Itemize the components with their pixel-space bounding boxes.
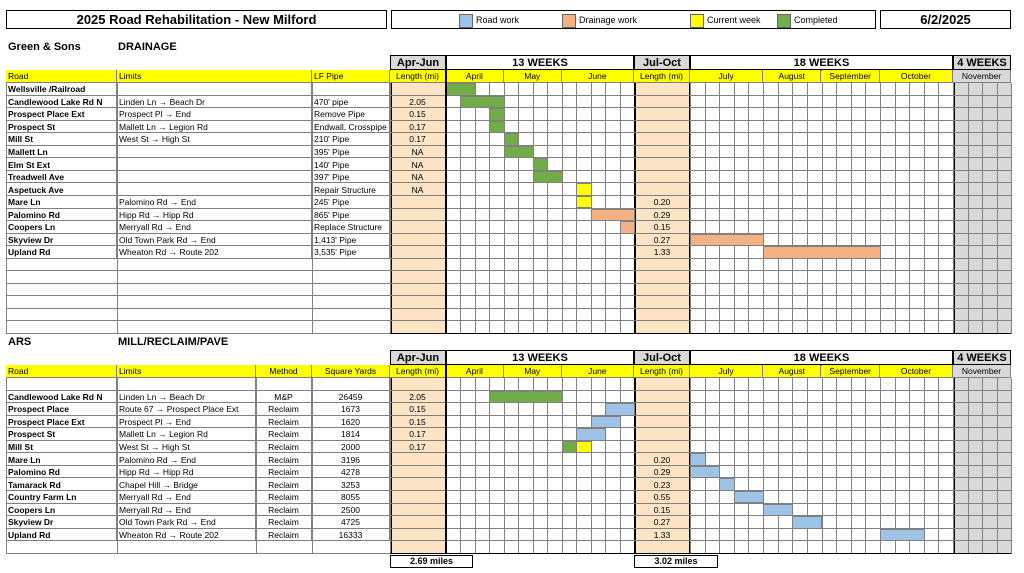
column-header-limits: Limits bbox=[117, 70, 312, 83]
cell-length-apr-jun bbox=[390, 453, 445, 466]
gantt-bar-done bbox=[504, 146, 534, 159]
legend-swatch-road bbox=[459, 14, 473, 28]
legend-label-road: Road work bbox=[476, 15, 520, 25]
cell-road: Palomino Rd bbox=[6, 209, 117, 222]
gantt-bar-current bbox=[576, 196, 591, 209]
gantt-bar-current bbox=[576, 441, 591, 454]
group-header-apr-jun: Apr-Jun bbox=[390, 55, 446, 70]
cell-limits: Prospect Pl → End bbox=[117, 108, 312, 121]
page-title-text: 2025 Road Rehabilitation - New Milford bbox=[76, 12, 317, 27]
cell-road: Tamarack Rd bbox=[6, 478, 117, 491]
col-rule bbox=[6, 83, 7, 334]
gantt-bar-done bbox=[533, 171, 563, 184]
cell-limits bbox=[117, 378, 256, 391]
column-header-square-yards: Square Yards bbox=[312, 365, 390, 378]
column-header-length-apr-jun: Length (mi) bbox=[390, 365, 446, 378]
week-grid-line bbox=[909, 83, 910, 334]
cell-length-apr-jun bbox=[390, 491, 445, 504]
cell-length-apr-jun: NA bbox=[411, 147, 424, 158]
gantt-bar-done bbox=[504, 133, 519, 146]
cell-length-apr-jun bbox=[390, 234, 445, 247]
group-header-13-weeks: 13 WEEKS bbox=[446, 55, 634, 70]
col-rule bbox=[117, 83, 118, 334]
cell-method: Reclaim bbox=[256, 478, 312, 491]
group-header-18-weeks: 18 WEEKS bbox=[690, 55, 953, 70]
cell-square-yards: 4725 bbox=[312, 516, 390, 529]
cell-method: Reclaim bbox=[256, 428, 312, 441]
cell-road: Wellsville /Railroad bbox=[6, 83, 117, 96]
gantt-bottom-border bbox=[390, 553, 1011, 554]
cell-length-apr-jun: NA bbox=[411, 172, 424, 183]
cell-length-jul-oct bbox=[634, 108, 690, 121]
week-grid-line bbox=[968, 83, 969, 334]
cell-length-apr-jun: 0.15 bbox=[409, 404, 426, 415]
week-grid-line bbox=[895, 83, 896, 334]
month-header-april: April bbox=[446, 70, 504, 83]
cell-lf-pipe: Repair Structure bbox=[312, 183, 390, 196]
section-name: MILL/RECLAIM/PAVE bbox=[118, 336, 229, 348]
column-header-road: Road bbox=[6, 365, 117, 378]
column-header-road: Road bbox=[6, 70, 117, 83]
cell-length-jul-oct bbox=[634, 391, 690, 404]
gantt-bar-road bbox=[605, 403, 635, 416]
cell-length-jul-oct: 1.33 bbox=[653, 247, 671, 258]
month-header-may: May bbox=[504, 70, 562, 83]
col-rule bbox=[312, 83, 313, 334]
cell-limits: Route 67 → Prospect Place Ext bbox=[117, 403, 256, 416]
cell-length-jul-oct: 1.33 bbox=[653, 529, 671, 540]
week-grid-line bbox=[734, 83, 735, 334]
week-grid-line bbox=[690, 83, 691, 334]
cell-length-jul-oct bbox=[634, 171, 690, 184]
cell-road: Prospect St bbox=[6, 428, 117, 441]
cell-length-apr-jun: 0.15 bbox=[409, 109, 426, 120]
legend-swatch-current bbox=[690, 14, 704, 28]
col-rule bbox=[256, 378, 257, 554]
week-grid-line bbox=[807, 83, 808, 334]
gantt-left-border bbox=[445, 55, 447, 334]
cell-lf-pipe: Endwall, Crosspipe bbox=[312, 121, 390, 134]
cell-square-yards: 2500 bbox=[312, 504, 390, 517]
cell-square-yards: 3253 bbox=[312, 478, 390, 491]
week-grid-line bbox=[763, 83, 764, 334]
cell-length-jul-oct: 0.15 bbox=[653, 222, 671, 233]
cell-length-jul-oct bbox=[634, 133, 690, 146]
cell-method: Reclaim bbox=[256, 504, 312, 517]
week-grid-line bbox=[460, 83, 461, 334]
cell-square-yards: 3196 bbox=[312, 453, 390, 466]
week-grid-line bbox=[851, 83, 852, 334]
cell-length-jul-oct: 0.23 bbox=[653, 479, 671, 490]
cell-road: Country Farm Ln bbox=[6, 491, 117, 504]
cell-length-apr-jun bbox=[390, 478, 445, 491]
col-rule bbox=[390, 378, 391, 554]
cell-lf-pipe: 245' Pipe bbox=[312, 196, 390, 209]
group-header-18-weeks: 18 WEEKS bbox=[690, 350, 953, 365]
gantt-bar-done bbox=[562, 441, 577, 454]
cell-limits: Hipp Rd → Hipp Rd bbox=[117, 209, 312, 222]
cell-limits: West St → High St bbox=[117, 133, 312, 146]
cell-length-jul-oct bbox=[634, 146, 690, 159]
cell-road: Coopers Ln bbox=[6, 221, 117, 234]
cell-length-apr-jun: 2.05 bbox=[409, 96, 426, 107]
cell-square-yards bbox=[312, 378, 390, 391]
cell-road: Mill St bbox=[6, 441, 117, 454]
col-rule bbox=[390, 83, 391, 334]
cell-limits: Chapel Hill → Bridge bbox=[117, 478, 256, 491]
cell-length-apr-jun: 0.17 bbox=[409, 134, 426, 145]
gantt-bar-road bbox=[591, 416, 621, 429]
page-title bbox=[6, 10, 387, 29]
row-rule bbox=[6, 283, 1011, 284]
cell-length-apr-jun bbox=[390, 529, 445, 542]
cell-road: Prospect St bbox=[6, 121, 117, 134]
month-header-may: May bbox=[504, 365, 562, 378]
cell-length-jul-oct bbox=[634, 121, 690, 134]
column-header-length-jul-oct: Length (mi) bbox=[634, 70, 690, 83]
cell-length-jul-oct bbox=[634, 96, 690, 109]
cell-road: Mare Ln bbox=[6, 196, 117, 209]
cell-length-apr-jun bbox=[390, 516, 445, 529]
week-grid-line bbox=[880, 83, 881, 334]
month-header-august: August bbox=[763, 365, 821, 378]
cell-road: Mill St bbox=[6, 133, 117, 146]
section-name: DRAINAGE bbox=[118, 41, 177, 53]
column-header-limits: Limits bbox=[117, 365, 256, 378]
week-grid-line bbox=[562, 83, 563, 334]
cell-limits: Linden Ln → Beach Dr bbox=[117, 391, 256, 404]
cell-length-jul-oct: 0.29 bbox=[653, 467, 671, 478]
cell-lf-pipe: 3,535' Pipe bbox=[312, 246, 390, 259]
cell-road: Coopers Ln bbox=[6, 504, 117, 517]
cell-length-apr-jun: 0.15 bbox=[409, 416, 426, 427]
gantt-bar-drain bbox=[591, 209, 635, 222]
cell-limits: Merryall Rd → End bbox=[117, 504, 256, 517]
legend bbox=[391, 10, 876, 29]
report-date bbox=[880, 10, 1011, 29]
cell-limits: Old Town Park Rd → End bbox=[117, 234, 312, 247]
cell-length-apr-jun bbox=[390, 196, 445, 209]
cell-limits: Merryall Rd → End bbox=[117, 221, 312, 234]
cell-length-apr-jun: NA bbox=[411, 184, 424, 195]
gantt-bar-done bbox=[489, 121, 504, 134]
cell-length-jul-oct bbox=[634, 416, 690, 429]
cell-lf-pipe: Replace Structure bbox=[312, 221, 390, 234]
week-grid-line bbox=[938, 83, 939, 334]
month-header-october: October bbox=[880, 70, 953, 83]
cell-limits: Prospect Pl → End bbox=[117, 416, 256, 429]
cell-square-yards: 1814 bbox=[312, 428, 390, 441]
gantt-bar-road bbox=[690, 466, 720, 479]
legend-label-drainage: Drainage work bbox=[579, 15, 638, 25]
cell-square-yards: 1620 bbox=[312, 416, 390, 429]
cell-limits bbox=[117, 83, 312, 96]
column-header-length-apr-jun: Length (mi) bbox=[390, 70, 446, 83]
week-grid-line bbox=[982, 83, 983, 334]
month-header-september: September bbox=[822, 70, 880, 83]
month-header-september: September bbox=[822, 365, 880, 378]
cell-square-yards: 1673 bbox=[312, 403, 390, 416]
week-grid-line bbox=[475, 83, 476, 334]
cell-lf-pipe: 865' Pipe bbox=[312, 209, 390, 222]
cell-limits: Merryall Rd → End bbox=[117, 491, 256, 504]
cell-length-jul-oct: 0.20 bbox=[653, 454, 671, 465]
row-rule bbox=[6, 320, 1011, 321]
cell-limits: Mallett Ln → Legion Rd bbox=[117, 428, 256, 441]
month-header-april: April bbox=[446, 365, 504, 378]
col-rule bbox=[312, 378, 313, 554]
cell-length-apr-jun: 0.17 bbox=[409, 429, 426, 440]
cell-limits: Wheaton Rd → Route 202 bbox=[117, 246, 312, 259]
gantt-bar-current bbox=[576, 183, 591, 196]
group-header-13-weeks: 13 WEEKS bbox=[446, 350, 634, 365]
week-grid-line bbox=[792, 83, 793, 334]
cell-length-jul-oct: 0.55 bbox=[653, 492, 671, 503]
cell-length-jul-oct bbox=[634, 378, 690, 391]
gantt-bar-done bbox=[489, 391, 562, 404]
cell-road: Prospect Place Ext bbox=[6, 416, 117, 429]
report-date-text: 6/2/2025 bbox=[920, 12, 971, 27]
month-header-november: November bbox=[953, 365, 1011, 378]
row-rule bbox=[6, 308, 1011, 309]
week-grid-line bbox=[865, 83, 866, 334]
cell-limits: Palomino Rd → End bbox=[117, 453, 256, 466]
cell-length-apr-jun bbox=[390, 221, 445, 234]
cell-method: M&P bbox=[256, 391, 312, 404]
cell-lf-pipe: 397' Pipe bbox=[312, 171, 390, 184]
cell-length-apr-jun bbox=[390, 246, 445, 259]
cell-limits: Linden Ln → Beach Dr bbox=[117, 96, 312, 109]
week-grid-line bbox=[719, 83, 720, 334]
cell-limits: Palomino Rd → End bbox=[117, 196, 312, 209]
cell-length-apr-jun: 2.05 bbox=[409, 391, 426, 402]
cell-method: Reclaim bbox=[256, 491, 312, 504]
cell-method: Reclaim bbox=[256, 416, 312, 429]
cell-road: Prospect Place bbox=[6, 403, 117, 416]
cell-length-apr-jun: 0.17 bbox=[409, 121, 426, 132]
cell-road: Candlewood Lake Rd N bbox=[6, 96, 117, 109]
contractor-name: ARS bbox=[8, 336, 32, 348]
gantt-bar-road bbox=[763, 504, 793, 517]
cell-length-apr-jun bbox=[390, 504, 445, 517]
week-grid-line bbox=[533, 83, 534, 334]
week-grid-line bbox=[822, 83, 823, 334]
cell-length-apr-jun bbox=[390, 378, 445, 391]
cell-lf-pipe: 140' Pipe bbox=[312, 158, 390, 171]
week-grid-line bbox=[953, 83, 954, 334]
row-rule bbox=[6, 295, 1011, 296]
cell-square-yards: 4278 bbox=[312, 466, 390, 479]
cell-road bbox=[6, 378, 117, 391]
gantt-bar-road bbox=[880, 529, 925, 542]
cell-limits bbox=[117, 158, 312, 171]
cell-road: Upland Rd bbox=[6, 246, 117, 259]
cell-square-yards: 8055 bbox=[312, 491, 390, 504]
grid-right-edge bbox=[1011, 83, 1012, 334]
week-grid-line bbox=[924, 83, 925, 334]
cell-method: Reclaim bbox=[256, 516, 312, 529]
legend-swatch-drainage bbox=[562, 14, 576, 28]
cell-square-yards: 16333 bbox=[312, 529, 390, 542]
week-grid-line bbox=[547, 83, 548, 334]
cell-road: Treadwell Ave bbox=[6, 171, 117, 184]
cell-length-jul-oct: 0.20 bbox=[653, 197, 671, 208]
cell-road: Elm St Ext bbox=[6, 158, 117, 171]
gantt-bar-done bbox=[446, 83, 476, 96]
gantt-bar-road bbox=[690, 453, 706, 466]
month-header-june: June bbox=[562, 365, 634, 378]
cell-road: Palomino Rd bbox=[6, 466, 117, 479]
group-header-4-weeks: 4 WEEKS bbox=[953, 350, 1011, 365]
cell-lf-pipe: 1,413' Pipe bbox=[312, 234, 390, 247]
cell-road: Mare Ln bbox=[6, 453, 117, 466]
total-apr-jun: 2.69 miles bbox=[390, 555, 473, 568]
cell-length-jul-oct bbox=[634, 183, 690, 196]
row-rule bbox=[6, 270, 1011, 271]
month-header-july: July bbox=[690, 365, 763, 378]
week-grid-line bbox=[705, 83, 706, 334]
cell-road: Mallett Ln bbox=[6, 146, 117, 159]
gantt-bar-road bbox=[719, 478, 735, 491]
month-header-june: June bbox=[562, 70, 634, 83]
cell-method: Reclaim bbox=[256, 529, 312, 542]
cell-road: Candlewood Lake Rd N bbox=[6, 391, 117, 404]
cell-method: Reclaim bbox=[256, 441, 312, 454]
cell-length-apr-jun bbox=[390, 466, 445, 479]
cell-limits: Wheaton Rd → Route 202 bbox=[117, 529, 256, 542]
cell-length-jul-oct: 0.27 bbox=[653, 234, 671, 245]
week-grid-line bbox=[778, 83, 779, 334]
group-header-4-weeks: 4 WEEKS bbox=[953, 55, 1011, 70]
column-header-lf-pipe: LF Pipe bbox=[312, 70, 390, 83]
cell-limits: Mallett Ln → Legion Rd bbox=[117, 121, 312, 134]
cell-length-jul-oct bbox=[634, 403, 690, 416]
cell-length-jul-oct: 0.27 bbox=[653, 517, 671, 528]
cell-lf-pipe: 210' Pipe bbox=[312, 133, 390, 146]
cell-road: Prospect Place Ext bbox=[6, 108, 117, 121]
cell-road: Skyview Dr bbox=[6, 516, 117, 529]
cell-limits bbox=[117, 171, 312, 184]
gantt-bar-drain bbox=[690, 234, 764, 247]
cell-length-apr-jun: NA bbox=[411, 159, 424, 170]
gantt-left-border bbox=[445, 350, 447, 554]
cell-length-jul-oct: 0.29 bbox=[653, 209, 671, 220]
cell-road: Skyview Dr bbox=[6, 234, 117, 247]
column-header-length-jul-oct: Length (mi) bbox=[634, 365, 690, 378]
cell-road: Upland Rd bbox=[6, 529, 117, 542]
cell-length-jul-oct bbox=[634, 441, 690, 454]
grid-right-edge bbox=[1011, 378, 1012, 554]
gantt-bar-drain bbox=[763, 246, 881, 259]
gantt-bar-road bbox=[792, 516, 822, 529]
gantt-bottom-border bbox=[390, 333, 1011, 334]
gantt-bar-done bbox=[533, 158, 548, 171]
cell-length-apr-jun bbox=[390, 83, 445, 96]
week-grid-line bbox=[836, 83, 837, 334]
cell-road: Aspetuck Ave bbox=[6, 183, 117, 196]
week-grid-line bbox=[748, 83, 749, 334]
contractor-name: Green & Sons bbox=[8, 41, 81, 53]
legend-label-completed: Completed bbox=[794, 15, 838, 25]
cell-limits bbox=[117, 183, 312, 196]
cell-length-jul-oct: 0.15 bbox=[653, 504, 671, 515]
cell-lf-pipe: 470' pipe bbox=[312, 96, 390, 109]
cell-lf-pipe: 395' Pipe bbox=[312, 146, 390, 159]
month-header-october: October bbox=[880, 365, 953, 378]
legend-label-current: Current week bbox=[707, 15, 761, 25]
cell-length-apr-jun: 0.17 bbox=[409, 442, 426, 453]
cell-limits: Old Town Park Rd → End bbox=[117, 516, 256, 529]
gantt-bar-road bbox=[734, 491, 764, 504]
total-jul-oct: 3.02 miles bbox=[634, 555, 718, 568]
cell-length-jul-oct bbox=[634, 158, 690, 171]
cell-method: Reclaim bbox=[256, 403, 312, 416]
cell-limits: West St → High St bbox=[117, 441, 256, 454]
month-header-july: July bbox=[690, 70, 763, 83]
cell-square-yards: 2000 bbox=[312, 441, 390, 454]
cell-limits bbox=[117, 146, 312, 159]
cell-length-jul-oct bbox=[634, 83, 690, 96]
group-header-apr-jun: Apr-Jun bbox=[390, 350, 446, 365]
group-header-jul-oct: Jul-Oct bbox=[634, 55, 690, 70]
cell-square-yards: 26459 bbox=[312, 391, 390, 404]
gantt-bar-done bbox=[489, 108, 504, 121]
week-grid-line bbox=[997, 83, 998, 334]
cell-lf-pipe: Remove Pipe bbox=[312, 108, 390, 121]
month-header-november: November bbox=[953, 70, 1011, 83]
cell-method: Reclaim bbox=[256, 453, 312, 466]
col-rule bbox=[117, 378, 118, 554]
cell-length-jul-oct bbox=[634, 428, 690, 441]
cell-limits: Hipp Rd → Hipp Rd bbox=[117, 466, 256, 479]
week-grid-line bbox=[518, 83, 519, 334]
group-header-jul-oct: Jul-Oct bbox=[634, 350, 690, 365]
month-header-august: August bbox=[763, 70, 821, 83]
legend-swatch-completed bbox=[777, 14, 791, 28]
column-header-method: Method bbox=[256, 365, 312, 378]
gantt-bar-road bbox=[576, 428, 606, 441]
col-rule bbox=[6, 378, 7, 554]
week-grid-line bbox=[576, 83, 577, 334]
cell-length-apr-jun bbox=[390, 209, 445, 222]
cell-lf-pipe bbox=[312, 83, 390, 96]
cell-method: Reclaim bbox=[256, 466, 312, 479]
cell-method bbox=[256, 378, 312, 391]
gantt-bar-done bbox=[460, 96, 504, 109]
gantt-bar-drain bbox=[620, 221, 635, 234]
